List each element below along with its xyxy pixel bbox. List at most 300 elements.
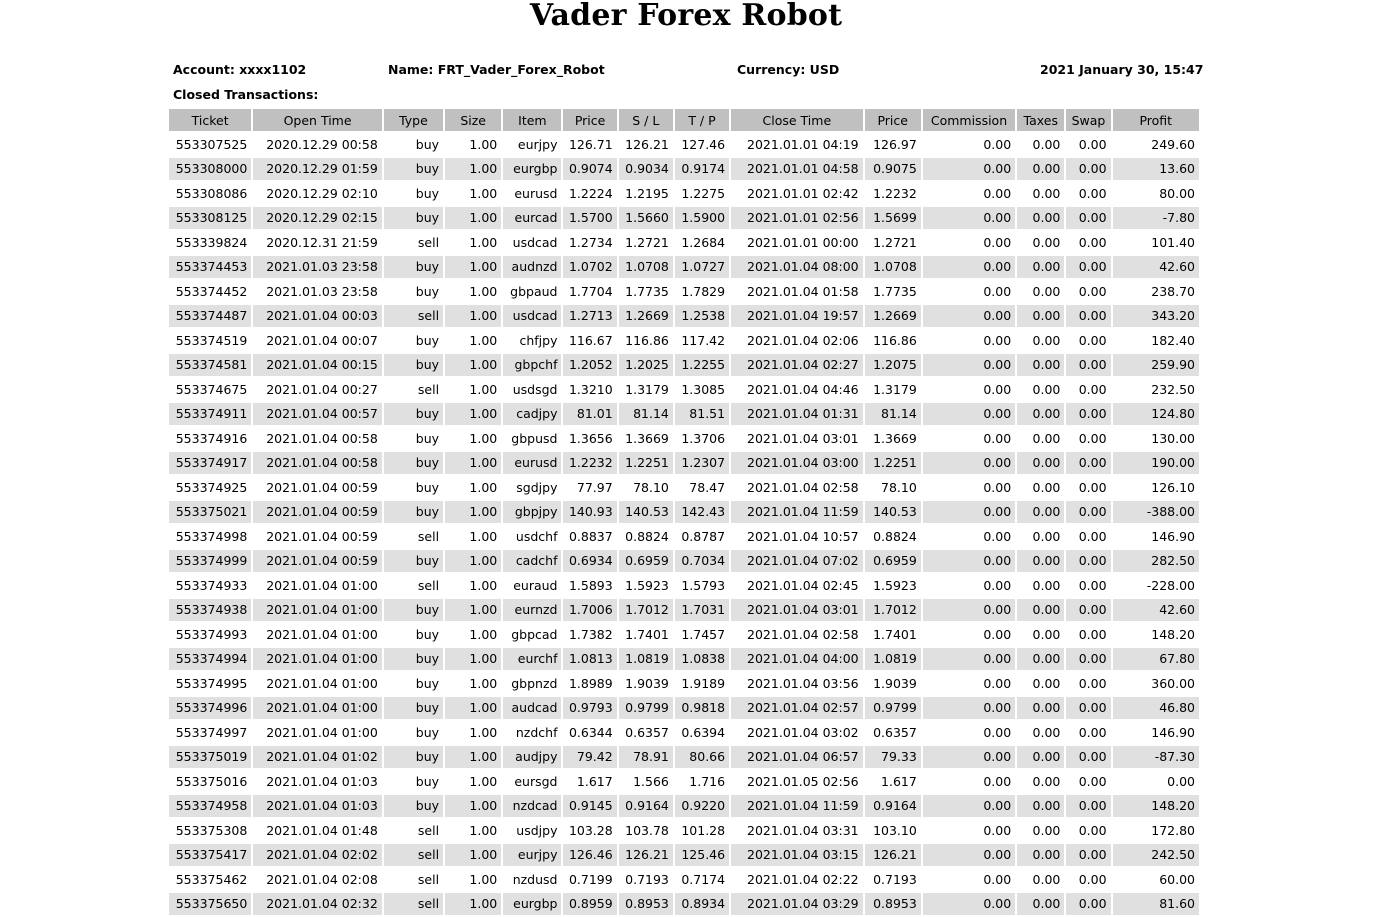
cell-size: 1.00 [445, 550, 501, 573]
cell-open-price: 126.71 [568, 136, 613, 152]
cell-type: sell [384, 305, 443, 328]
cell-profit: 67.80 [1113, 648, 1199, 671]
cell-take-profit: 1.2684 [681, 234, 726, 250]
col-header-size: Size [445, 109, 501, 131]
cell-take-profit: 1.3085 [681, 381, 726, 397]
cell-close-time: 2021.01.01 04:19 [747, 136, 859, 152]
cell-open-time: 2021.01.04 01:48 [266, 822, 378, 838]
cell-close-price: 126.97 [873, 136, 917, 152]
cell-ticket: 553375019 [169, 746, 251, 769]
cell-profit: 242.50 [1113, 844, 1199, 867]
cell-stop-loss: 1.566 [633, 773, 669, 789]
cell-profit: -87.30 [1113, 746, 1199, 769]
table-row [169, 305, 1199, 328]
cell-close-time: 2021.01.04 08:00 [731, 256, 863, 279]
cell-take-profit: 1.5793 [681, 577, 726, 593]
cell-close-time: 2021.01.04 04:00 [731, 648, 863, 671]
cell-open-price: 116.67 [568, 332, 613, 348]
cell-open-price: 1.5893 [568, 577, 613, 593]
cell-open-price: 1.0813 [563, 648, 616, 671]
cell-commission: 0.00 [923, 599, 1015, 622]
cell-close-price: 0.7193 [873, 871, 917, 887]
cell-profit: 182.40 [1151, 332, 1195, 348]
cell-open-price: 1.2232 [563, 452, 616, 475]
cell-profit: 190.00 [1113, 452, 1199, 475]
cell-commission: 0.00 [983, 675, 1012, 691]
cell-close-price: 1.2075 [865, 354, 921, 377]
cell-size: 1.00 [469, 773, 498, 789]
cell-item: gbpaud [510, 283, 558, 299]
table-row [169, 207, 1199, 230]
cell-taxes: 0.00 [1017, 452, 1064, 475]
cell-close-price: 1.5699 [865, 207, 921, 230]
cell-take-profit: 81.51 [675, 403, 729, 426]
cell-stop-loss: 1.5660 [619, 207, 673, 230]
cell-ticket: 553339824 [175, 234, 248, 250]
cell-open-time: 2021.01.04 02:08 [266, 871, 378, 887]
cell-ticket: 553374958 [169, 795, 251, 818]
cell-open-price: 79.42 [563, 746, 616, 769]
cell-profit: 259.90 [1113, 354, 1199, 377]
cell-ticket: 553374487 [169, 305, 251, 328]
cell-commission: 0.00 [923, 207, 1015, 230]
account-label: Account: xxxx1102 [173, 62, 307, 77]
cell-open-time: 2021.01.04 00:07 [266, 332, 378, 348]
cell-close-time: 2021.01.05 02:56 [747, 773, 859, 789]
cell-profit: 343.20 [1113, 305, 1199, 328]
cell-taxes: 0.00 [1032, 871, 1061, 887]
cell-item: eurjpy [517, 136, 558, 152]
name-label: Name: FRT_Vader_Forex_Robot [388, 62, 605, 77]
cell-stop-loss: 0.9799 [619, 697, 673, 720]
cell-open-time: 2021.01.04 00:59 [266, 479, 378, 495]
cell-item: cadjpy [503, 403, 561, 426]
cell-stop-loss: 1.2195 [625, 185, 669, 201]
cell-item: gbpusd [511, 430, 558, 446]
cell-taxes: 0.00 [1017, 893, 1064, 916]
cell-stop-loss: 0.8953 [619, 893, 673, 916]
cell-commission: 0.00 [983, 332, 1012, 348]
cell-open-time: 2021.01.04 00:27 [266, 381, 378, 397]
cell-open-price: 0.8837 [568, 528, 613, 544]
cell-take-profit: 1.9189 [681, 675, 726, 691]
cell-ticket: 553375021 [169, 501, 251, 524]
cell-profit: 282.50 [1113, 550, 1199, 573]
cell-close-price: 0.8953 [865, 893, 921, 916]
cell-open-time: 2021.01.04 01:00 [266, 577, 378, 593]
table-row [169, 476, 1199, 499]
cell-close-time: 2021.01.04 06:57 [731, 746, 863, 769]
cell-item: eurgbp [503, 158, 561, 181]
cell-open-price: 103.28 [568, 822, 613, 838]
cell-size: 1.00 [445, 795, 501, 818]
cell-commission: 0.00 [923, 746, 1015, 769]
cell-size: 1.00 [445, 158, 501, 181]
cell-ticket: 553308000 [169, 158, 251, 181]
table-row [169, 354, 1199, 377]
cell-take-profit: 127.46 [681, 136, 726, 152]
cell-open-time: 2021.01.04 01:02 [253, 746, 382, 769]
col-header-item: Item [503, 109, 561, 131]
cell-stop-loss: 1.7401 [625, 626, 669, 642]
cell-swap: 0.00 [1078, 724, 1107, 740]
cell-ticket: 553374994 [169, 648, 251, 671]
cell-swap: 0.00 [1078, 871, 1107, 887]
cell-ticket: 553374999 [169, 550, 251, 573]
cell-close-price: 0.9799 [865, 697, 921, 720]
cell-open-time: 2021.01.04 00:57 [253, 403, 382, 426]
cell-close-time: 2021.01.04 03:01 [731, 599, 863, 622]
cell-stop-loss: 1.2251 [619, 452, 673, 475]
cell-type: sell [384, 893, 443, 916]
cell-taxes: 0.00 [1032, 479, 1061, 495]
cell-take-profit: 0.8934 [675, 893, 729, 916]
cell-commission: 0.00 [983, 724, 1012, 740]
cell-ticket: 553375308 [175, 822, 248, 838]
cell-ticket: 553374911 [169, 403, 251, 426]
cell-swap: 0.00 [1078, 185, 1107, 201]
cell-item: nzdusd [512, 871, 558, 887]
cell-ticket: 553375462 [175, 871, 248, 887]
table-row [169, 648, 1199, 671]
cell-type: buy [384, 256, 443, 279]
cell-close-time: 2021.01.04 02:22 [747, 871, 859, 887]
cell-ticket: 553307525 [175, 136, 248, 152]
cell-taxes: 0.00 [1017, 256, 1064, 279]
cell-stop-loss: 1.2721 [625, 234, 669, 250]
cell-take-profit: 1.3706 [681, 430, 726, 446]
cell-commission: 0.00 [983, 871, 1012, 887]
cell-type: sell [417, 822, 440, 838]
cell-taxes: 0.00 [1017, 403, 1064, 426]
cell-item: sgdjpy [516, 479, 558, 495]
cell-close-price: 1.2232 [873, 185, 917, 201]
cell-open-price: 1.2224 [568, 185, 613, 201]
cell-profit: 232.50 [1151, 381, 1195, 397]
cell-open-time: 2020.12.29 02:15 [253, 207, 382, 230]
cell-size: 1.00 [445, 746, 501, 769]
cell-open-price: 1.7704 [568, 283, 613, 299]
cell-take-profit: 101.28 [681, 822, 726, 838]
cell-profit: 0.00 [1167, 773, 1195, 789]
cell-close-price: 1.3669 [873, 430, 917, 446]
cell-profit: 360.00 [1151, 675, 1195, 691]
cell-take-profit: 1.7031 [675, 599, 729, 622]
cell-size: 1.00 [445, 403, 501, 426]
cell-close-time: 2021.01.04 02:58 [747, 626, 859, 642]
cell-type: buy [384, 697, 443, 720]
cell-swap: 0.00 [1066, 354, 1110, 377]
cell-size: 1.00 [469, 724, 498, 740]
col-header-swap: Swap [1066, 109, 1110, 131]
table-row [169, 525, 1199, 548]
section-label: Closed Transactions: [173, 87, 319, 102]
cell-take-profit: 142.43 [675, 501, 729, 524]
cell-taxes: 0.00 [1032, 185, 1061, 201]
cell-close-price: 81.14 [865, 403, 921, 426]
table-row [169, 133, 1199, 156]
cell-swap: 0.00 [1066, 550, 1110, 573]
cell-open-price: 81.01 [563, 403, 616, 426]
cell-take-profit: 0.9174 [675, 158, 729, 181]
cell-swap: 0.00 [1078, 381, 1107, 397]
cell-close-price: 103.10 [873, 822, 917, 838]
table-row [169, 795, 1199, 818]
table-row [169, 623, 1199, 646]
cell-swap: 0.00 [1066, 844, 1110, 867]
cell-commission: 0.00 [923, 501, 1015, 524]
cell-commission: 0.00 [983, 479, 1012, 495]
cell-commission: 0.00 [983, 381, 1012, 397]
cell-size: 1.00 [469, 871, 498, 887]
cell-stop-loss: 140.53 [619, 501, 673, 524]
cell-close-price: 1.7735 [873, 283, 917, 299]
cell-size: 1.00 [469, 822, 498, 838]
cell-ticket: 553375016 [175, 773, 248, 789]
cell-take-profit: 1.2538 [675, 305, 729, 328]
cell-take-profit: 0.8787 [681, 528, 726, 544]
cell-profit: 146.90 [1151, 724, 1195, 740]
cell-take-profit: 0.9220 [675, 795, 729, 818]
cell-stop-loss: 0.9034 [619, 158, 673, 181]
cell-ticket: 553374675 [175, 381, 248, 397]
cell-open-time: 2021.01.04 00:59 [253, 550, 382, 573]
cell-taxes: 0.00 [1017, 305, 1064, 328]
cell-close-price: 140.53 [865, 501, 921, 524]
cell-type: sell [417, 577, 440, 593]
cell-taxes: 0.00 [1017, 158, 1064, 181]
table-row [169, 697, 1199, 720]
cell-close-price: 1.0819 [865, 648, 921, 671]
cell-item: audnzd [503, 256, 561, 279]
col-header-close-time: Close Time [731, 109, 863, 131]
cell-item: eurchf [503, 648, 561, 671]
cell-item: eurnzd [503, 599, 561, 622]
cell-take-profit: 117.42 [681, 332, 726, 348]
cell-size: 1.00 [445, 452, 501, 475]
cell-close-price: 116.86 [873, 332, 917, 348]
cell-open-price: 0.9074 [563, 158, 616, 181]
cell-ticket: 553374995 [175, 675, 248, 691]
cell-ticket: 553374933 [175, 577, 248, 593]
cell-size: 1.00 [445, 599, 501, 622]
cell-close-time: 2021.01.04 04:46 [747, 381, 859, 397]
cell-close-price: 1.0708 [865, 256, 921, 279]
cell-taxes: 0.00 [1032, 577, 1061, 593]
cell-type: sell [417, 528, 440, 544]
cell-open-price: 126.46 [563, 844, 616, 867]
cell-open-time: 2021.01.03 23:58 [266, 283, 378, 299]
col-header-type: Type [384, 109, 443, 131]
cell-close-time: 2021.01.04 03:00 [731, 452, 863, 475]
cell-profit: 42.60 [1113, 256, 1199, 279]
cell-stop-loss: 126.21 [619, 844, 673, 867]
cell-open-price: 1.2734 [568, 234, 613, 250]
cell-open-price: 1.0702 [563, 256, 616, 279]
cell-ticket: 553374998 [175, 528, 248, 544]
cell-ticket: 553374996 [169, 697, 251, 720]
cell-item: eurjpy [503, 844, 561, 867]
cell-taxes: 0.00 [1032, 675, 1061, 691]
cell-commission: 0.00 [983, 528, 1012, 544]
cell-size: 1.00 [469, 675, 498, 691]
col-header-commission: Commission [923, 109, 1015, 131]
table-row [169, 574, 1199, 597]
cell-commission: 0.00 [923, 158, 1015, 181]
cell-open-price: 1.2713 [563, 305, 616, 328]
cell-stop-loss: 81.14 [619, 403, 673, 426]
cell-close-time: 2021.01.04 03:01 [747, 430, 859, 446]
cell-close-time: 2021.01.04 07:02 [731, 550, 863, 573]
cell-item: audjpy [503, 746, 561, 769]
report-date: 2021 January 30, 15:47 [1040, 62, 1204, 77]
cell-type: buy [384, 599, 443, 622]
cell-swap: 0.00 [1078, 577, 1107, 593]
cell-open-price: 1.7382 [568, 626, 613, 642]
cell-open-price: 140.93 [563, 501, 616, 524]
cell-item: usdcad [512, 234, 558, 250]
cell-size: 1.00 [469, 136, 498, 152]
cell-open-time: 2021.01.04 01:00 [266, 626, 378, 642]
cell-type: buy [415, 430, 440, 446]
cell-open-price: 0.6934 [563, 550, 616, 573]
table-row [169, 746, 1199, 769]
cell-swap: 0.00 [1078, 234, 1107, 250]
cell-commission: 0.00 [923, 256, 1015, 279]
cell-taxes: 0.00 [1017, 697, 1064, 720]
col-header-profit: Profit [1113, 109, 1199, 131]
cell-open-price: 0.9793 [563, 697, 616, 720]
cell-ticket: 553374917 [169, 452, 251, 475]
cell-commission: 0.00 [923, 354, 1015, 377]
table-row [169, 770, 1199, 793]
table-row [169, 599, 1199, 622]
cell-taxes: 0.00 [1017, 746, 1064, 769]
cell-item: eurusd [514, 185, 558, 201]
cell-open-time: 2021.01.04 00:15 [253, 354, 382, 377]
table-row [169, 672, 1199, 695]
cell-swap: 0.00 [1078, 136, 1107, 152]
col-header-stop-loss: S / L [619, 109, 673, 131]
cell-close-price: 1.9039 [873, 675, 917, 691]
table-row [169, 893, 1199, 916]
cell-type: sell [417, 871, 440, 887]
cell-item: eursgd [514, 773, 558, 789]
cell-type: buy [415, 773, 440, 789]
table-row [169, 256, 1199, 279]
cell-type: buy [384, 403, 443, 426]
cell-open-time: 2021.01.04 01:03 [266, 773, 378, 789]
cell-open-time: 2021.01.04 01:03 [253, 795, 382, 818]
cell-item: chfjpy [519, 332, 558, 348]
cell-size: 1.00 [445, 844, 501, 867]
table-row [169, 231, 1199, 254]
cell-item: gbpchf [503, 354, 561, 377]
cell-item: gbpnzd [511, 675, 558, 691]
cell-swap: 0.00 [1078, 822, 1107, 838]
closed-transactions-table [167, 107, 1201, 917]
cell-profit: 146.90 [1151, 528, 1195, 544]
cell-take-profit: 1.2275 [681, 185, 726, 201]
cell-close-time: 2021.01.01 00:00 [747, 234, 859, 250]
cell-profit: 13.60 [1113, 158, 1199, 181]
cell-open-time: 2021.01.04 00:58 [266, 430, 378, 446]
cell-open-price: 77.97 [576, 479, 613, 495]
cell-size: 1.00 [469, 283, 498, 299]
cell-stop-loss: 78.10 [633, 479, 669, 495]
cell-close-price: 0.9075 [865, 158, 921, 181]
cell-type: sell [417, 381, 440, 397]
cell-commission: 0.00 [923, 844, 1015, 867]
cell-take-profit: 1.716 [689, 773, 726, 789]
cell-item: gbpcad [511, 626, 558, 642]
col-header-open-price: Price [563, 109, 616, 131]
cell-close-time: 2021.01.01 02:56 [731, 207, 863, 230]
cell-profit: 124.80 [1113, 403, 1199, 426]
cell-size: 1.00 [469, 479, 498, 495]
cell-ticket: 553374453 [169, 256, 251, 279]
cell-ticket: 553374925 [175, 479, 248, 495]
cell-open-price: 1.7006 [563, 599, 616, 622]
cell-profit: 81.60 [1113, 893, 1199, 916]
cell-stop-loss: 1.9039 [625, 675, 669, 691]
table-header-row [169, 109, 1199, 131]
cell-type: buy [384, 795, 443, 818]
cell-type: sell [417, 234, 440, 250]
cell-ticket: 553374938 [169, 599, 251, 622]
cell-swap: 0.00 [1066, 599, 1110, 622]
cell-commission: 0.00 [983, 185, 1012, 201]
cell-stop-loss: 1.0708 [619, 256, 673, 279]
table-row [169, 868, 1199, 891]
cell-close-price: 0.8824 [873, 528, 917, 544]
cell-profit: 60.00 [1159, 871, 1195, 887]
cell-open-time: 2021.01.04 00:59 [266, 528, 378, 544]
cell-type: buy [384, 354, 443, 377]
cell-size: 1.00 [469, 332, 498, 348]
cell-profit: -228.00 [1146, 577, 1195, 593]
cell-item: usdjpy [516, 822, 558, 838]
cell-item: usdchf [515, 528, 558, 544]
cell-profit: 42.60 [1113, 599, 1199, 622]
cell-profit: 238.70 [1151, 283, 1195, 299]
cell-type: buy [415, 675, 440, 691]
cell-swap: 0.00 [1066, 746, 1110, 769]
cell-take-profit: 1.2307 [675, 452, 729, 475]
cell-close-time: 2021.01.04 02:57 [731, 697, 863, 720]
cell-open-time: 2021.01.04 00:03 [253, 305, 382, 328]
table-row [169, 501, 1199, 524]
cell-stop-loss: 0.6357 [625, 724, 669, 740]
cell-profit: -7.80 [1113, 207, 1199, 230]
cell-stop-loss: 78.91 [619, 746, 673, 769]
cell-type: buy [384, 648, 443, 671]
cell-size: 1.00 [445, 697, 501, 720]
cell-commission: 0.00 [983, 234, 1012, 250]
cell-close-time: 2021.01.04 03:31 [747, 822, 859, 838]
cell-stop-loss: 1.7735 [625, 283, 669, 299]
cell-size: 1.00 [445, 207, 501, 230]
table-row [169, 158, 1199, 181]
cell-take-profit: 0.6394 [681, 724, 726, 740]
cell-close-time: 2021.01.04 19:57 [731, 305, 863, 328]
table-row [169, 819, 1199, 842]
cell-close-price: 1.5923 [873, 577, 917, 593]
cell-open-price: 0.8959 [563, 893, 616, 916]
cell-close-time: 2021.01.04 02:45 [747, 577, 859, 593]
table-row [169, 427, 1199, 450]
cell-commission: 0.00 [923, 452, 1015, 475]
